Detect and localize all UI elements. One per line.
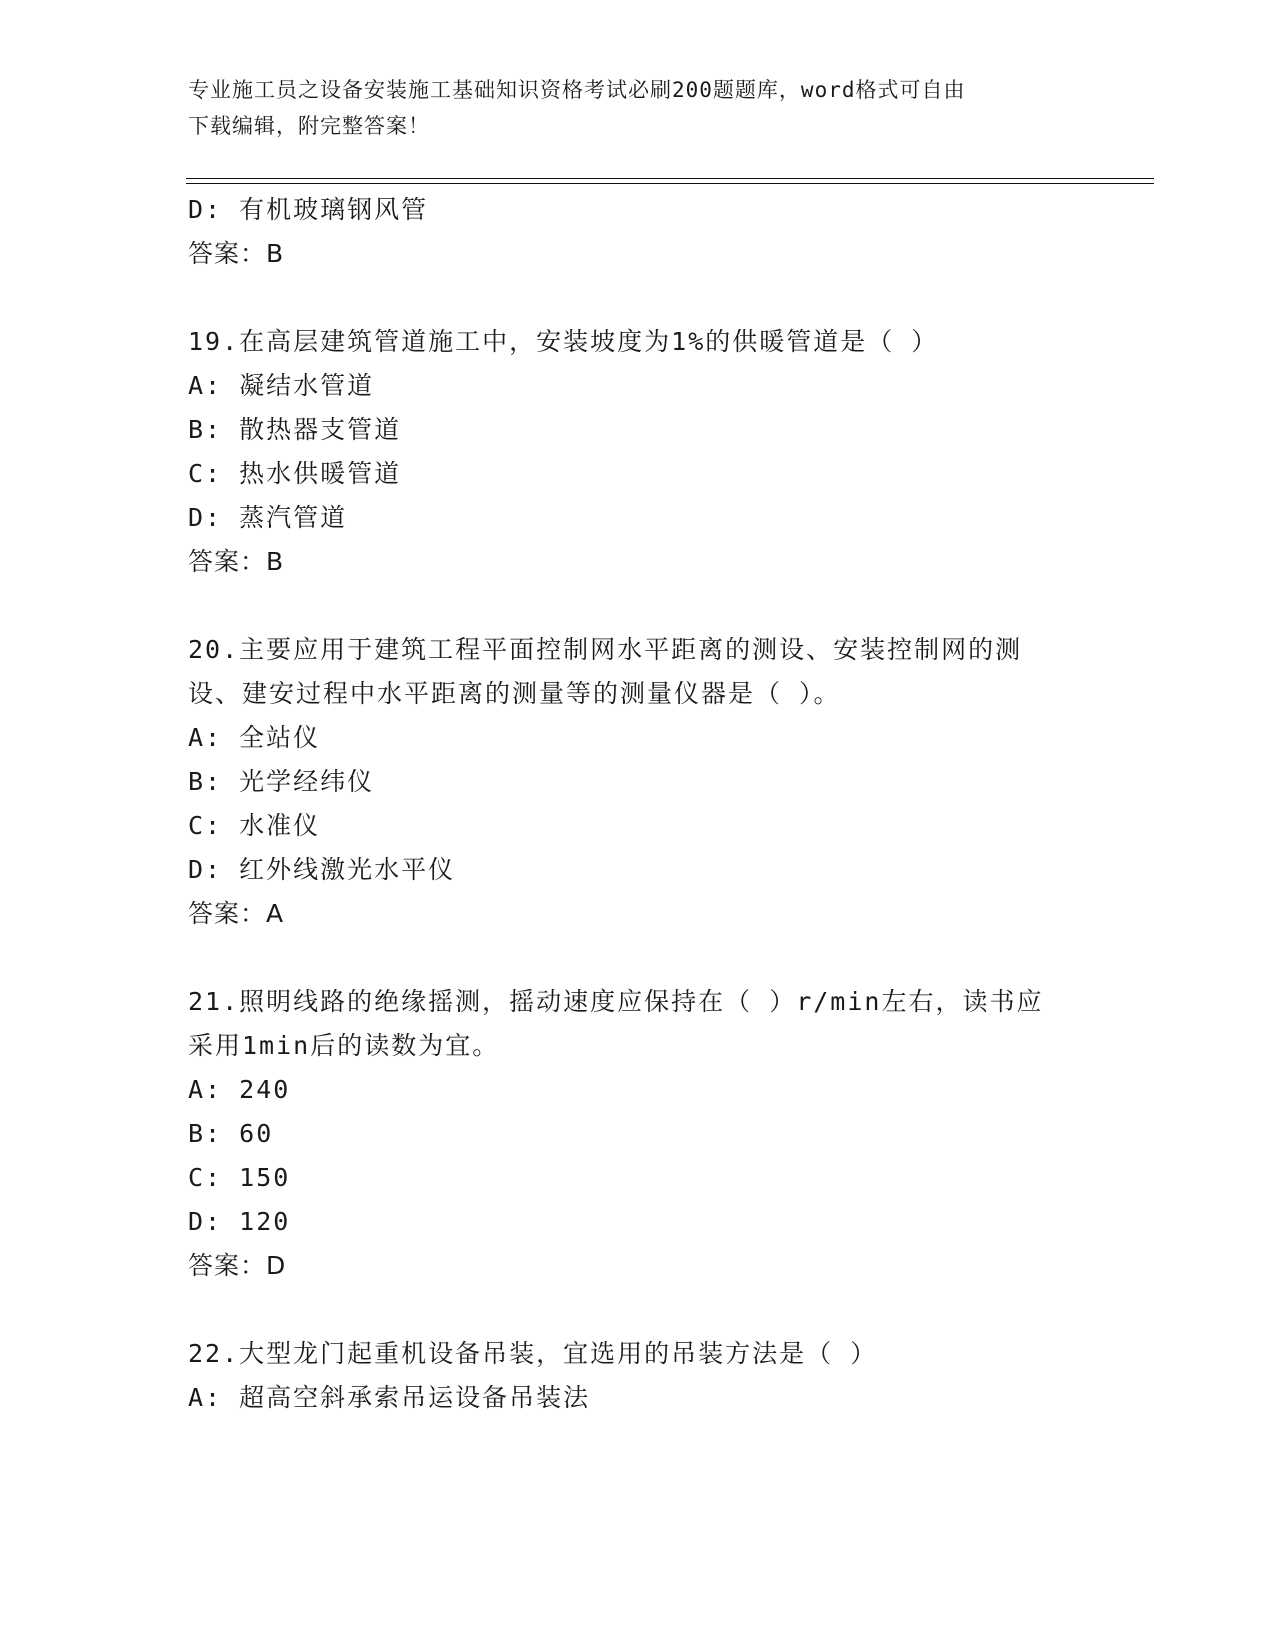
q18-answer: 答案：B bbox=[188, 239, 285, 268]
header-line-1: 专业施工员之设备安装施工基础知识资格考试必刷200题题库，word格式可自由 bbox=[188, 78, 966, 102]
q20-stem-line-1: 20.主要应用于建筑工程平面控制网水平距离的测设、安装控制网的测 bbox=[188, 635, 1023, 664]
q22-option-a: A: 超高空斜承索吊运设备吊装法 bbox=[188, 1383, 591, 1412]
q21-option-c: C: 150 bbox=[188, 1163, 291, 1192]
q20-answer: 答案：A bbox=[188, 899, 285, 928]
q18-option-d: D: 有机玻璃钢风管 bbox=[188, 195, 429, 224]
q21-option-a: A: 240 bbox=[188, 1075, 291, 1104]
q21-option-d: D: 120 bbox=[188, 1207, 291, 1236]
q19-option-c: C: 热水供暖管道 bbox=[188, 459, 402, 488]
q19-option-d: D: 蒸汽管道 bbox=[188, 503, 348, 532]
header-divider-bottom bbox=[186, 183, 1154, 184]
q19-stem: 19.在高层建筑管道施工中，安装坡度为1%的供暖管道是（ ） bbox=[188, 327, 939, 356]
q21-answer: 答案：D bbox=[188, 1251, 287, 1280]
q21-stem-line-1: 21.照明线路的绝缘摇测，摇动速度应保持在（ ）r/min左右，读书应 bbox=[188, 987, 1044, 1016]
q19-option-b: B: 散热器支管道 bbox=[188, 415, 402, 444]
q21-stem-line-2: 采用1min后的读数为宜。 bbox=[188, 1031, 500, 1060]
q20-option-a: A: 全站仪 bbox=[188, 723, 321, 752]
q20-option-b: B: 光学经纬仪 bbox=[188, 767, 375, 796]
q19-option-a: A: 凝结水管道 bbox=[188, 371, 375, 400]
document-header bbox=[188, 72, 1068, 144]
q22-stem: 22.大型龙门起重机设备吊装，宜选用的吊装方法是（ ） bbox=[188, 1339, 878, 1368]
q20-option-c: C: 水准仪 bbox=[188, 811, 321, 840]
q19-answer: 答案：B bbox=[188, 547, 285, 576]
header-divider-top bbox=[186, 178, 1154, 179]
q20-option-d: D: 红外线激光水平仪 bbox=[188, 855, 456, 884]
q21-option-b: B: 60 bbox=[188, 1119, 274, 1148]
q20-stem-line-2: 设、建安过程中水平距离的测量等的测量仪器是（ ）。 bbox=[188, 679, 841, 708]
header-line-2: 下载编辑，附完整答案！ bbox=[188, 114, 430, 138]
